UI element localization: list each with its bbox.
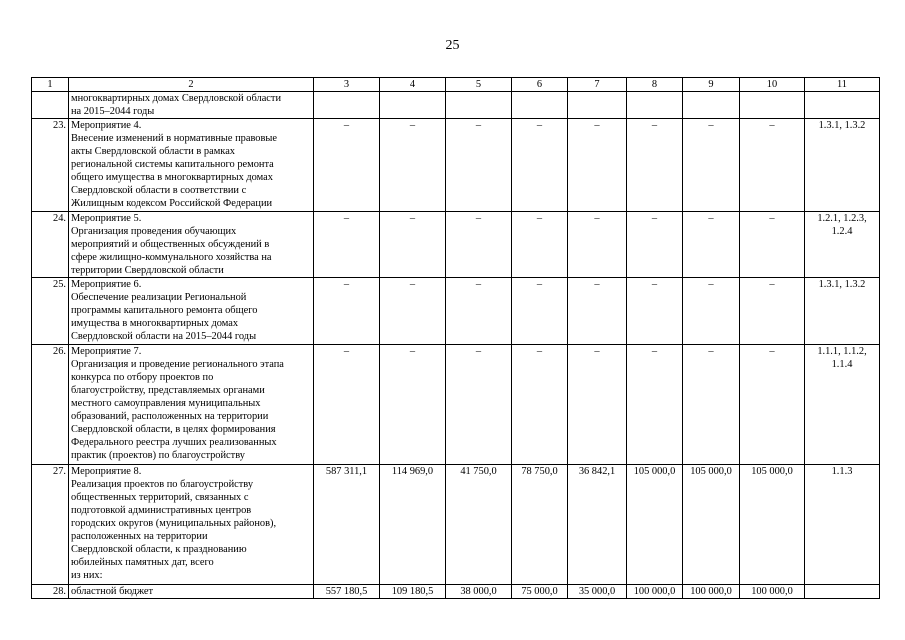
funding-value-col9	[683, 92, 740, 119]
funding-value-col10	[740, 92, 805, 119]
funding-value-col3	[314, 92, 380, 119]
funding-value-col10: –	[740, 212, 805, 278]
funding-value-col5: 41 750,0	[446, 465, 512, 585]
column-header: 4	[380, 78, 446, 92]
table-row	[32, 212, 880, 278]
funding-value-col3: 587 311,1	[314, 465, 380, 585]
funding-value-col8	[627, 92, 683, 119]
table-row	[32, 585, 880, 599]
funding-value-col7	[568, 92, 627, 119]
funding-value-col10: –	[740, 345, 805, 465]
funding-value-col3: –	[314, 345, 380, 465]
target-indicator-refs: 1.2.1, 1.2.3, 1.2.4	[805, 212, 880, 278]
funding-value-col4	[380, 92, 446, 119]
activity-description: Мероприятие 7. Организация и проведение регионального этапа конкурса по отбору проектов по благоустройству, представляемых органами местного самоуправления муниципальных образований, расположенных на территории Свердловской области, в целях формирования Федерального реестра лучших реализованных практик (проектов) по благоустройству	[69, 345, 314, 465]
column-header: 7	[568, 78, 627, 92]
funding-value-col4: –	[380, 119, 446, 212]
table-row	[32, 345, 880, 465]
activity-description: Мероприятие 5. Организация проведения обучающих мероприятий и общественных обсуждений в сфере жилищно-коммунального хозяйства на территории Свердловской области	[69, 212, 314, 278]
funding-value-col6: 75 000,0	[512, 585, 568, 599]
funding-value-col6: –	[512, 278, 568, 345]
funding-value-col4: –	[380, 212, 446, 278]
funding-value-col5: –	[446, 212, 512, 278]
column-header: 8	[627, 78, 683, 92]
funding-value-col7: –	[568, 212, 627, 278]
funding-value-col5: –	[446, 278, 512, 345]
funding-value-col7: –	[568, 278, 627, 345]
funding-value-col4: –	[380, 345, 446, 465]
row-number: 24.	[32, 212, 69, 278]
row-number: 26.	[32, 345, 69, 465]
activity-description: Мероприятие 4. Внесение изменений в нормативные правовые акты Свердловской области в рамках региональной системы капитального ремонта общего имущества в многоквартирных домах Свердловской области в соответствии с Жилищным кодексом Российской Федерации	[69, 119, 314, 212]
funding-value-col8: –	[627, 119, 683, 212]
table-row	[32, 92, 880, 119]
funding-value-col3: 557 180,5	[314, 585, 380, 599]
activity-description: Мероприятие 8. Реализация проектов по благоустройству общественных территорий, связанных с подготовкой административных центров городских округов (муниципальных районов), расположенных на территории Свердловской области, к празднованию юбилейных памятных дат, всего из них:	[69, 465, 314, 585]
funding-value-col6: 78 750,0	[512, 465, 568, 585]
column-header: 2	[69, 78, 314, 92]
row-number: 27.	[32, 465, 69, 585]
funding-value-col6: –	[512, 345, 568, 465]
target-indicator-refs: 1.3.1, 1.3.2	[805, 119, 880, 212]
column-header: 6	[512, 78, 568, 92]
page-number: 25	[445, 38, 460, 53]
table-row	[32, 278, 880, 345]
funding-value-col5	[446, 92, 512, 119]
target-indicator-refs	[805, 92, 880, 119]
column-header: 9	[683, 78, 740, 92]
funding-value-col7: 35 000,0	[568, 585, 627, 599]
column-header: 5	[446, 78, 512, 92]
funding-value-col6: –	[512, 212, 568, 278]
target-indicator-refs: 1.1.3	[805, 465, 880, 585]
funding-value-col4: 109 180,5	[380, 585, 446, 599]
funding-value-col8: 105 000,0	[627, 465, 683, 585]
funding-value-col3: –	[314, 278, 380, 345]
funding-value-col5: 38 000,0	[446, 585, 512, 599]
funding-value-col9: –	[683, 212, 740, 278]
row-number: 23.	[32, 119, 69, 212]
funding-value-col3: –	[314, 212, 380, 278]
funding-value-col7: –	[568, 119, 627, 212]
funding-value-col7: –	[568, 345, 627, 465]
funding-value-col6: –	[512, 119, 568, 212]
funding-value-col9: 100 000,0	[683, 585, 740, 599]
activity-description: областной бюджет	[69, 585, 314, 599]
funding-value-col10: –	[740, 278, 805, 345]
column-header: 11	[805, 78, 880, 92]
row-number: 28.	[32, 585, 69, 599]
row-number	[32, 92, 69, 119]
funding-value-col9: 105 000,0	[683, 465, 740, 585]
funding-value-col8: 100 000,0	[627, 585, 683, 599]
funding-value-col10: 100 000,0	[740, 585, 805, 599]
target-indicator-refs: 1.3.1, 1.3.2	[805, 278, 880, 345]
funding-value-col8: –	[627, 345, 683, 465]
activity-description: Мероприятие 6. Обеспечение реализации Региональной программы капитального ремонта общего имущества в многоквартирных домах Свердловской области на 2015–2044 годы	[69, 278, 314, 345]
funding-value-col10: 105 000,0	[740, 465, 805, 585]
funding-value-col5: –	[446, 345, 512, 465]
column-header: 1	[32, 78, 69, 92]
funding-value-col5: –	[446, 119, 512, 212]
funding-value-col9: –	[683, 345, 740, 465]
table-row	[32, 465, 880, 585]
funding-value-col6	[512, 92, 568, 119]
funding-value-col9: –	[683, 119, 740, 212]
activity-description: многоквартирных домах Свердловской области на 2015–2044 годы	[69, 92, 314, 119]
column-header: 3	[314, 78, 380, 92]
funding-value-col8: –	[627, 278, 683, 345]
funding-value-col7: 36 842,1	[568, 465, 627, 585]
funding-value-col4: 114 969,0	[380, 465, 446, 585]
funding-value-col4: –	[380, 278, 446, 345]
column-numbers-row	[32, 78, 880, 92]
funding-value-col8: –	[627, 212, 683, 278]
funding-value-col3: –	[314, 119, 380, 212]
target-indicator-refs	[805, 585, 880, 599]
funding-value-col10: –	[740, 119, 805, 212]
row-number: 25.	[32, 278, 69, 345]
table-body	[32, 78, 880, 599]
funding-value-col9: –	[683, 278, 740, 345]
target-indicator-refs: 1.1.1, 1.1.2, 1.1.4	[805, 345, 880, 465]
program-activities-table	[31, 77, 880, 599]
column-header: 10	[740, 78, 805, 92]
table-row	[32, 119, 880, 212]
